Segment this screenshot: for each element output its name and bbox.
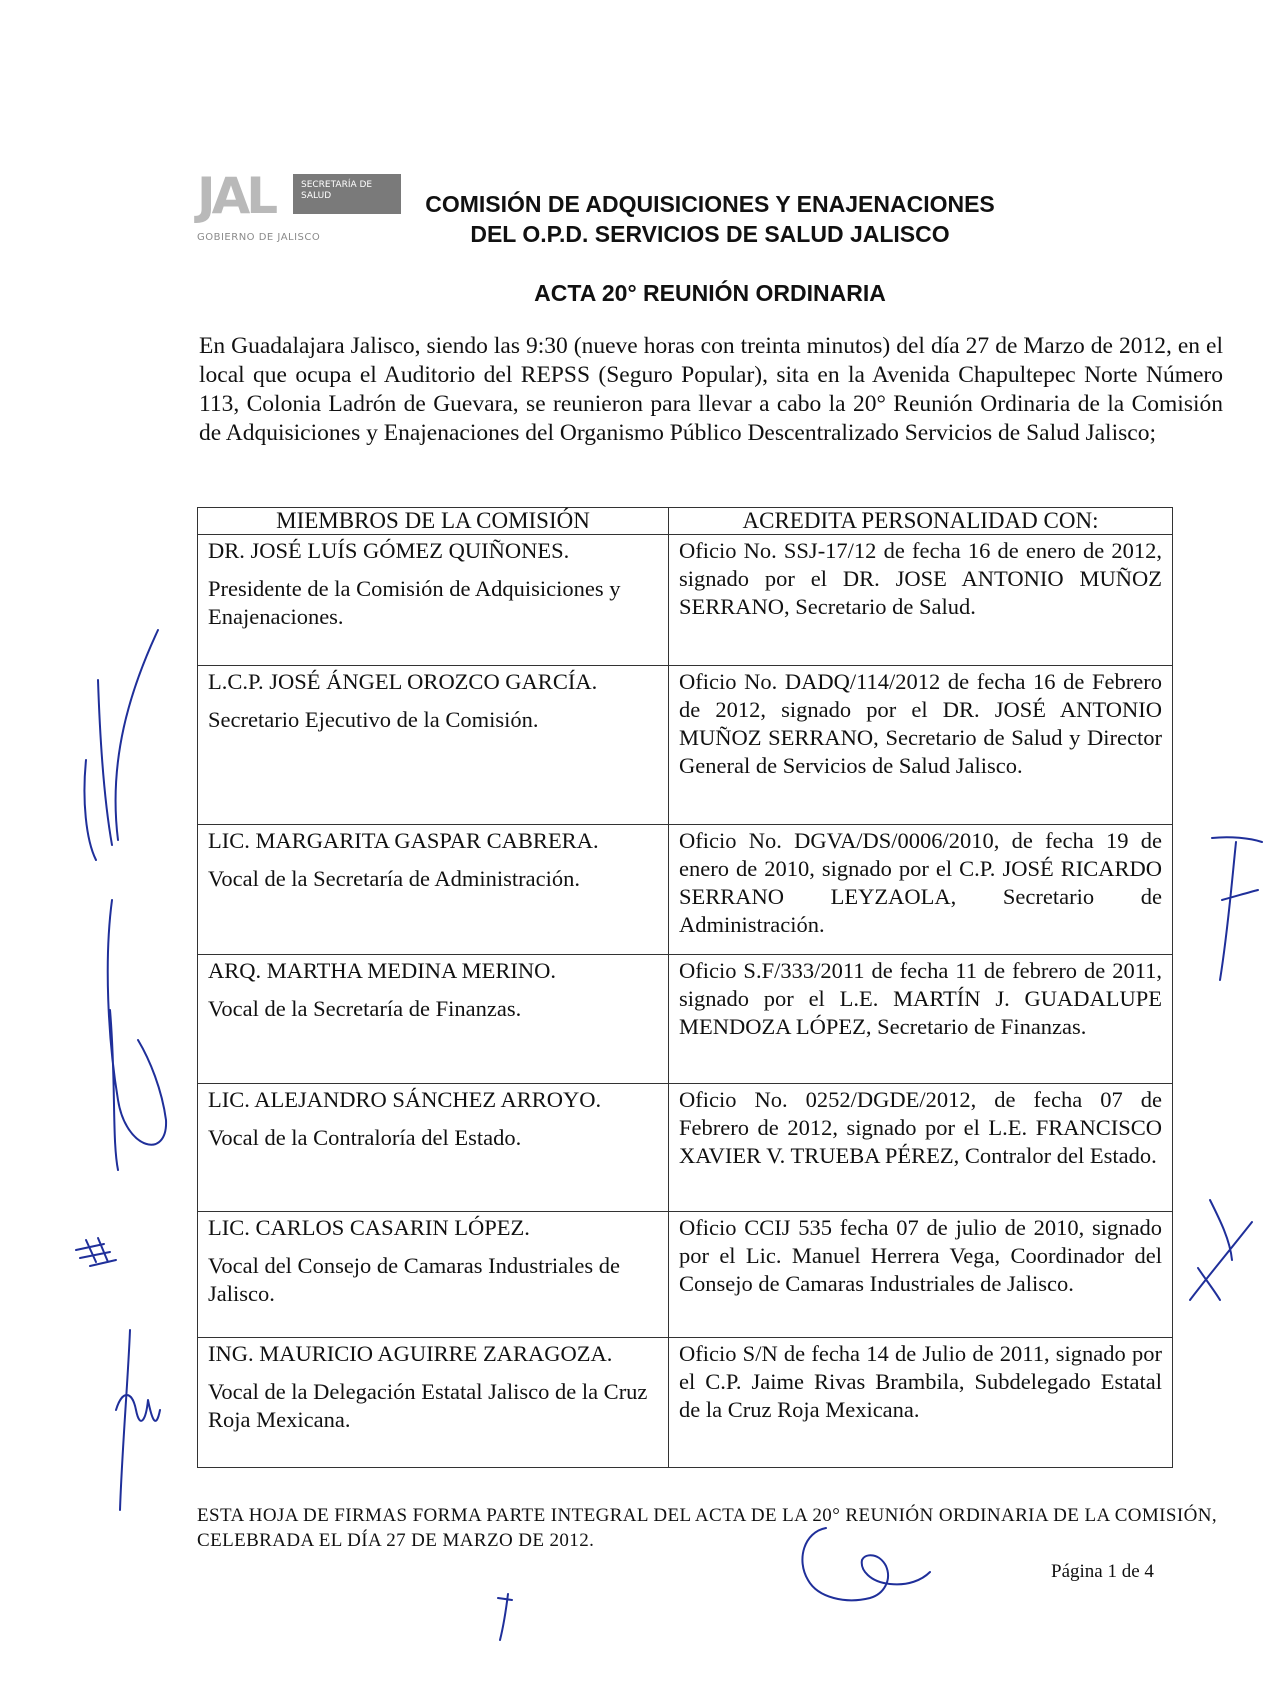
member-cell	[198, 825, 669, 955]
member-cell	[198, 1212, 669, 1338]
signature-left-2	[108, 900, 166, 1170]
member-role: Vocal del Consejo de Camaras Industriales de Jalisco.	[208, 1253, 620, 1306]
government-logo	[197, 167, 407, 248]
logo-subtitle: GOBIERNO DE JALISCO	[197, 232, 321, 243]
member-role: Vocal de la Contraloría del Estado.	[208, 1125, 522, 1150]
member-name: LIC. CARLOS CASARIN LÓPEZ.	[208, 1215, 530, 1240]
member-cell	[198, 1084, 669, 1212]
table-row	[198, 535, 1173, 666]
header-accreditation: ACREDITA PERSONALIDAD CON:	[669, 508, 1173, 535]
table-row	[198, 955, 1173, 1084]
title-line-2: DEL O.P.D. SERVICIOS DE SALUD JALISCO	[470, 221, 950, 247]
accreditation-cell: Oficio S.F/333/2011 de fecha 11 de febrero de 2011, signado por el L.E. MARTÍN J. GUADALUPE MENDOZA LÓPEZ, Secretario de Finanzas.	[669, 955, 1173, 1084]
accreditation-cell: Oficio No. SSJ-17/12 de fecha 16 de enero de 2012, signado por el DR. JOSE ANTONIO MUÑOZ SERRANO, Secretario de Salud.	[669, 535, 1173, 666]
member-role: Vocal de la Delegación Estatal Jalisco de la Cruz Roja Mexicana.	[208, 1379, 648, 1432]
member-cell	[198, 666, 669, 825]
accreditation-cell: Oficio No. DGVA/DS/0006/2010, de fecha 19 de enero de 2010, signado por el C.P. JOSÉ RICARDO SERRANO LEYZAOLA, Secretario de Administración.	[669, 825, 1173, 955]
acta-title: ACTA 20° REUNIÓN ORDINARIA	[534, 280, 886, 306]
accreditation-cell: Oficio S/N de fecha 14 de Julio de 2011, signado por el C.P. Jaime Rivas Brambila, Subdelegado Estatal de la Cruz Roja Mexicana.	[669, 1338, 1173, 1468]
member-role: Presidente de la Comisión de Adquisiciones y Enajenaciones.	[208, 576, 621, 629]
table-header-row	[198, 508, 1173, 535]
member-role: Vocal de la Secretaría de Finanzas.	[208, 996, 522, 1021]
intro-paragraph: En Guadalajara Jalisco, siendo las 9:30 (nueve horas con treinta minutos) del día 27 de Marzo de 2012, en el local que ocupa el Auditorio del REPSS (Seguro Popular), sita en la Avenida Chapultepec Norte Número 113, Colonia Ladrón de Guevara, se reunieron para llevar a cabo la 20° Reunión Ordinaria de la Comisión de Adquisiciones y Enajenaciones del Organismo Público Descentralizado Servicios de Salud Jalisco;	[199, 333, 1223, 446]
table-row	[198, 1338, 1173, 1468]
member-cell	[198, 1338, 669, 1468]
signature-bottom-small	[498, 1594, 512, 1640]
member-name: LIC. ALEJANDRO SÁNCHEZ ARROYO.	[208, 1087, 602, 1112]
signature-right-2	[1190, 1200, 1252, 1300]
member-role: Vocal de la Secretaría de Administración.	[208, 866, 580, 891]
title-line-1: COMISIÓN DE ADQUISICIONES Y ENAJENACIONES	[425, 191, 995, 217]
member-name: L.C.P. JOSÉ ÁNGEL OROZCO GARCÍA.	[208, 669, 598, 694]
member-role: Secretario Ejecutivo de la Comisión.	[208, 707, 539, 732]
table-row	[198, 666, 1173, 825]
signature-left-3	[76, 1238, 116, 1266]
header-members: MIEMBROS DE LA COMISIÓN	[198, 508, 669, 535]
member-cell	[198, 535, 669, 666]
logo-box-line1: SECRETARÍA DE	[301, 180, 373, 190]
table-row	[198, 1212, 1173, 1338]
page-number: Página 1 de 4	[1051, 1561, 1154, 1582]
logo-secretaria-box	[293, 174, 401, 214]
logo-box-line2: SALUD	[301, 191, 332, 201]
footer-note: ESTA HOJA DE FIRMAS FORMA PARTE INTEGRAL DEL ACTA DE LA 20° REUNIÓN ORDINARIA DE LA COMISIÓN, CELEBRADA EL DÍA 27 DE MARZO DE 2012.	[197, 1505, 1217, 1551]
members-table	[197, 507, 1173, 1468]
accreditation-cell: Oficio No. DADQ/114/2012 de fecha 16 de Febrero de 2012, signado por el DR. JOSÉ ANTONIO MUÑOZ SERRANO, Secretario de Salud y Director General de Servicios de Salud Jalisco.	[669, 666, 1173, 825]
member-cell	[198, 955, 669, 1084]
signature-right-1	[1212, 837, 1262, 980]
member-name: ARQ. MARTHA MEDINA MERINO.	[208, 958, 557, 983]
table-row	[198, 825, 1173, 955]
accreditation-cell: Oficio No. 0252/DGDE/2012, de fecha 07 de Febrero de 2012, signado por el L.E. FRANCISCO XAVIER V. TRUEBA PÉREZ, Contralor del Estado.	[669, 1084, 1173, 1212]
signature-left-1	[84, 630, 158, 860]
table-row	[198, 1084, 1173, 1212]
member-name: LIC. MARGARITA GASPAR CABRERA.	[208, 828, 599, 853]
signature-left-4	[116, 1330, 160, 1510]
logo-mark: JAL	[197, 167, 275, 225]
member-name: DR. JOSÉ LUÍS GÓMEZ QUIÑONES.	[208, 538, 570, 563]
accreditation-cell: Oficio CCIJ 535 fecha 07 de julio de 2010, signado por el Lic. Manuel Herrera Vega, Coordinador del Consejo de Camaras Industriales de Jalisco.	[669, 1212, 1173, 1338]
member-name: ING. MAURICIO AGUIRRE ZARAGOZA.	[208, 1341, 613, 1366]
